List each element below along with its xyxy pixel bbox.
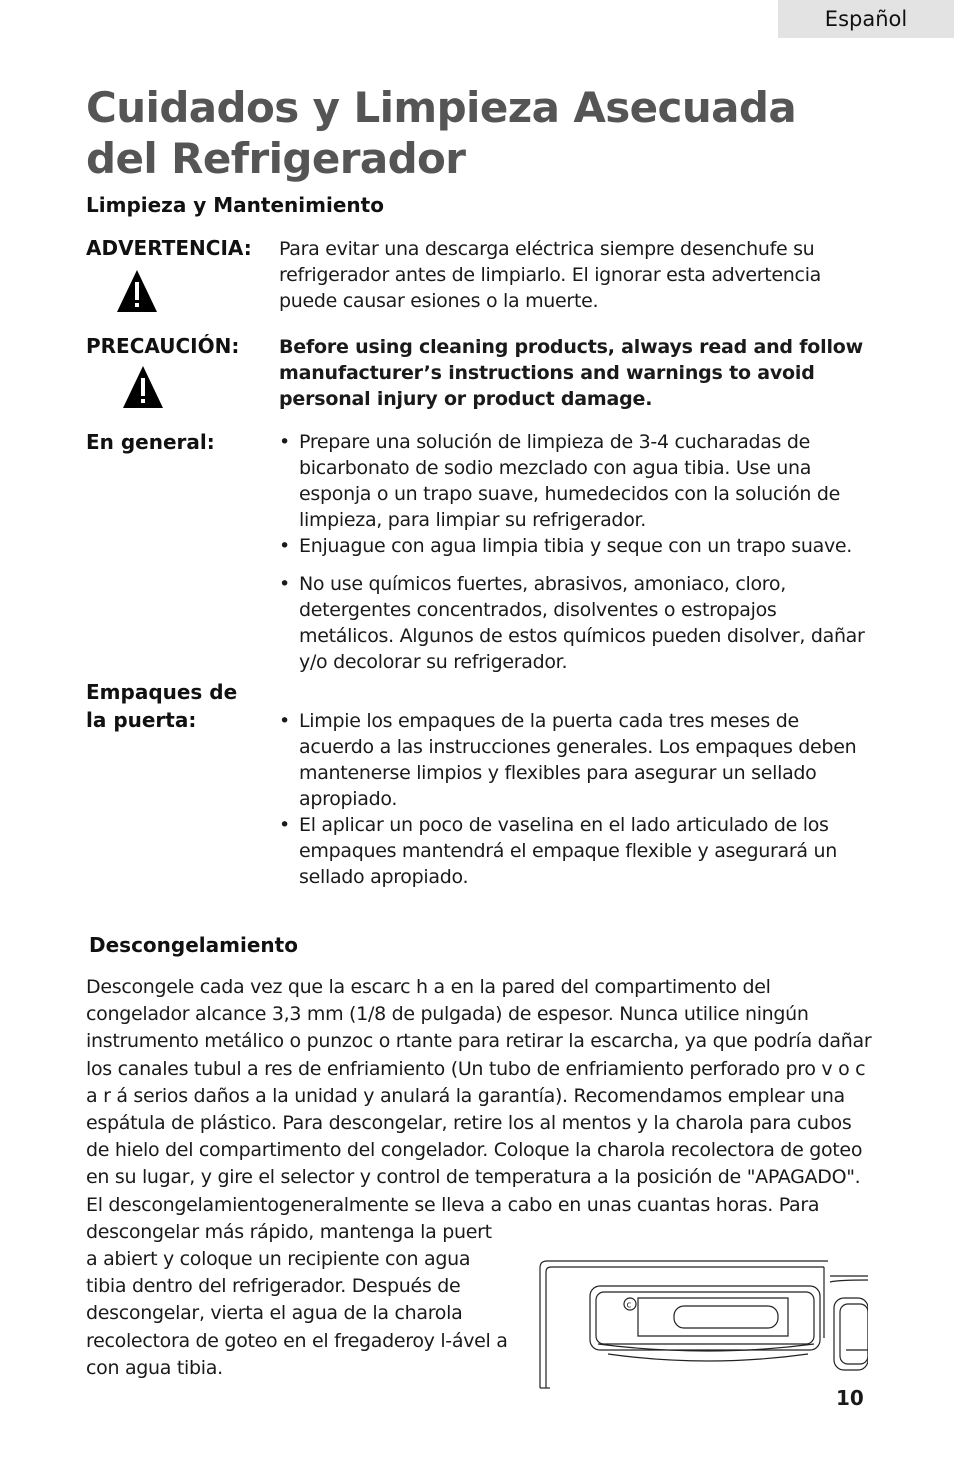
defrost-line: congelador alcance 3,3 mm (1/8 de pulgada) de espesor. Nunca utilice ningún — [86, 1003, 809, 1026]
defrost-line: descongelar más rápido, mantenga la puert — [86, 1220, 492, 1243]
svg-text:c: c — [626, 1300, 632, 1311]
defrost-line: tibia dentro del refrigerador. Después de — [86, 1275, 461, 1298]
section-heading-defrost: Descongelamiento — [89, 933, 298, 957]
gaskets-label-line2: la puerta: — [86, 708, 197, 732]
caution-triangle-icon — [121, 364, 165, 410]
warning-text: Para evitar una descarga eléctrica siempre desenchufe su refrigerador antes de limpiarlo. El ignorar esta advertencia puede causar esiones o la muerte. — [279, 238, 822, 312]
defrost-line: Descongele cada vez que la escarc h a en la pared del compartimento del — [86, 976, 771, 998]
general-label: En general: — [86, 430, 215, 454]
gaskets-bullet-2: • El aplicar un poco de vaselina en el lado articulado de los empaques mantendrá el empaque flexible y asegurará un sellado apropiado. — [279, 812, 869, 890]
section-heading-cleaning: Limpieza y Mantenimiento — [86, 193, 384, 217]
defrost-line: con agua tibia. — [86, 1356, 223, 1379]
defrost-line: instrumento metálico o punzoc o rtante para retirar la escarcha, ya que podría dañar — [86, 1030, 872, 1053]
defrost-line: El descongelamientogeneralmente se lleva a cabo en unas cuantas horas. Para — [86, 1193, 820, 1216]
defrost-line: los canales tubul a res de enfriamiento (Un tubo de enfriamiento perforado pro v o c — [86, 1057, 866, 1080]
gaskets-label — [86, 678, 237, 734]
defrost-line: espátula de plástico. Para descongelar, retire los al mentos y la charola para cubos — [86, 1112, 852, 1135]
page-title — [86, 82, 906, 184]
defrost-line: en su lugar, y gire el selector y control de temperatura a la posición de "APAGADO". — [86, 1166, 861, 1189]
defrost-line: recolectora de goteo en el fregaderoy l-ável a — [86, 1329, 508, 1352]
page-number: 10 — [836, 1386, 864, 1410]
general-bullet-3: • No use químicos fuertes, abrasivos, amoniaco, cloro, detergentes concentrados, disolventes o estropajos metálicos. Algunos de estos químicos pueden disolver, dañar y/o decolorar su refrigerador. — [279, 571, 869, 675]
defrost-line: a r á serios daños a la unidad y anulará la garantía). Recomendamos emplear una — [86, 1084, 845, 1107]
caution-label: PRECAUCIÓN: — [86, 334, 240, 358]
general-bullets — [279, 429, 869, 675]
warning-label: ADVERTENCIA: — [86, 236, 252, 260]
general-bullet-2: • Enjuague con agua limpia tibia y seque con un trapo suave. — [279, 533, 869, 559]
caution-text: Before using cleaning products, always read and follow manufacturer’s instructions and warnings to avoid personal injury or product damage. — [279, 336, 863, 410]
page-title-line1: Cuidados y Limpieza Asecuada — [86, 83, 797, 132]
defrost-line: descongelar, vierta el agua de la charola — [86, 1302, 463, 1325]
defrost-line: de hielo del compartimento del congelador. Coloque la charola recolectora de goteo — [86, 1139, 863, 1162]
page-title-line2: del Refrigerador — [86, 134, 466, 183]
gaskets-bullet-1: • Limpie los empaques de la puerta cada tres meses de acuerdo a las instrucciones generales. Los empaques deben mantenerse limpios y flexibles para asegurar un sellado apropiado. — [279, 708, 869, 812]
defrost-line: a abiert y coloque un recipiente con agua — [86, 1248, 471, 1271]
language-tab: Español — [778, 0, 954, 38]
warning-triangle-icon — [115, 268, 159, 314]
general-bullet-1: • Prepare una solución de limpieza de 3-4 cucharadas de bicarbonato de sodio mezclado con agua tibia. Use una esponja o un trapo suave, humedecidos con la solución de limpieza, para limpiar su refrigerador. — [279, 429, 869, 533]
refrigerator-freezer-illustration-icon — [538, 1258, 868, 1390]
gaskets-label-line1: Empaques de — [86, 680, 238, 704]
gaskets-bullets — [279, 708, 869, 890]
